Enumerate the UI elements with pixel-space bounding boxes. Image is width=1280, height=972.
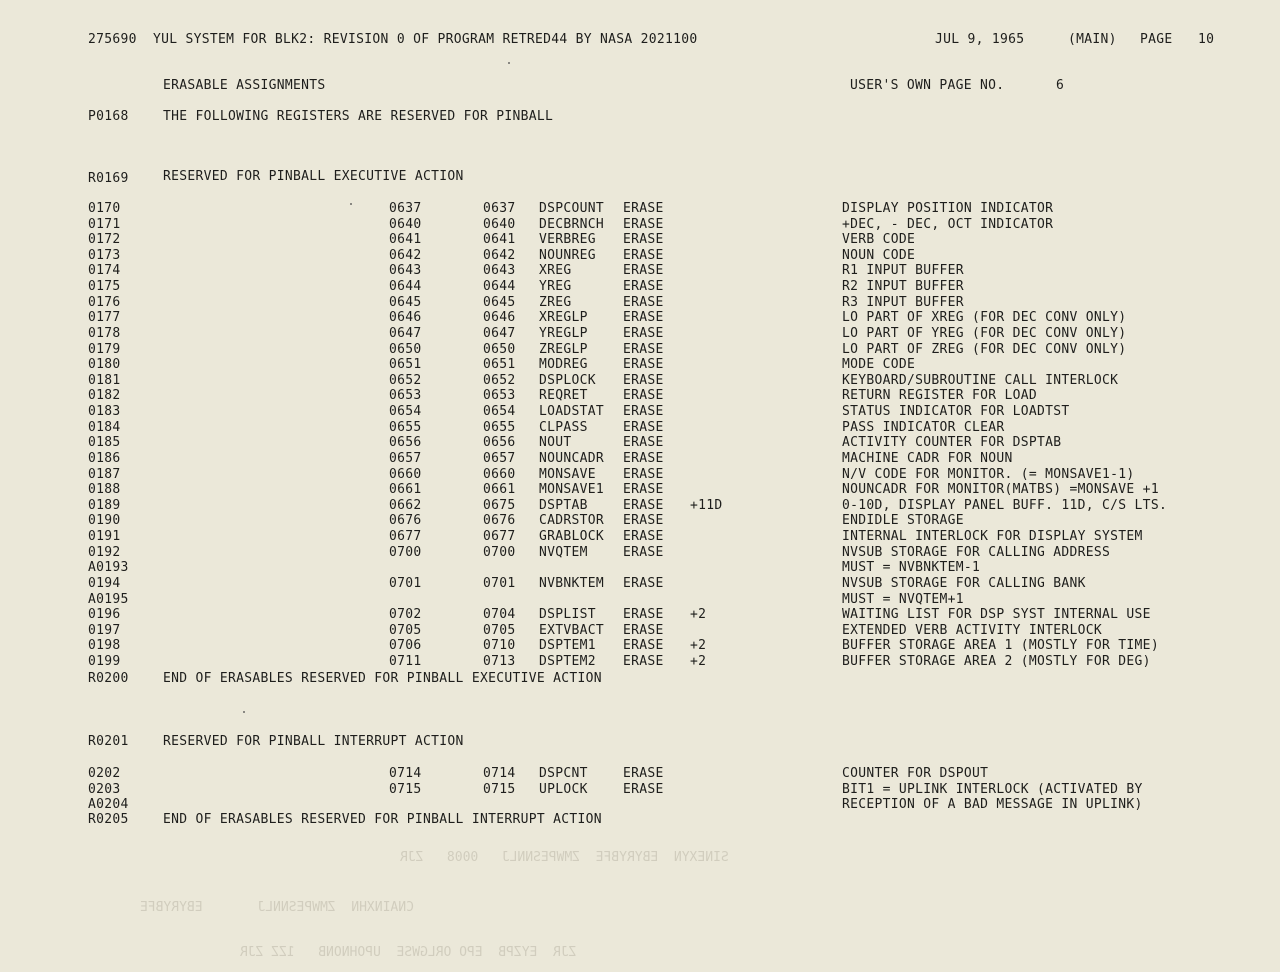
- cell-comment: BIT1 = UPLINK INTERLOCK (ACTIVATED BY: [842, 781, 1143, 797]
- cell-val: 0651: [483, 357, 516, 373]
- cell-loc: 0654: [389, 404, 422, 420]
- cell-op: ERASE: [623, 216, 664, 232]
- cell-name: NVQTEM: [539, 544, 588, 560]
- cell-name: XREG: [539, 263, 572, 279]
- cell-op: ERASE: [623, 497, 664, 513]
- cell-comment: +DEC, - DEC, OCT INDICATOR: [842, 216, 1054, 232]
- cell-loc: 0700: [389, 544, 422, 560]
- cell-comment: R1 INPUT BUFFER: [842, 263, 964, 279]
- cell-val: 0700: [483, 544, 516, 560]
- cell-op: ERASE: [623, 466, 664, 482]
- cell-op: ERASE: [623, 310, 664, 326]
- cell-comment: 0-10D, DISPLAY PANEL BUFF. 11D, C/S LTS.: [842, 497, 1168, 513]
- cell-name: MONSAVE: [539, 466, 596, 482]
- cell-name: ZREGLP: [539, 341, 588, 357]
- cell-loc: 0647: [389, 325, 422, 341]
- cell-op: ERASE: [623, 263, 664, 279]
- cell-val: 0637: [483, 201, 516, 216]
- cell-seq: A0204: [88, 797, 129, 812]
- section-heading-seq: R0169: [88, 171, 129, 186]
- cell-val: 0705: [483, 622, 516, 638]
- paper-speck: [243, 711, 245, 713]
- cell-comment: INTERNAL INTERLOCK FOR DISPLAY SYSTEM: [842, 529, 1143, 545]
- cell-name: NOUNCADR: [539, 450, 605, 466]
- cell-op: ERASE: [623, 372, 664, 388]
- cell-op: ERASE: [623, 279, 664, 295]
- cell-op: ERASE: [623, 419, 664, 435]
- cell-val: 0640: [483, 216, 516, 232]
- cell-loc: 0644: [389, 279, 422, 295]
- cell-val: 0641: [483, 232, 516, 248]
- cell-name: UPLOCK: [539, 781, 588, 797]
- cell-loc: 0714: [389, 766, 422, 781]
- cell-seq: 0184: [88, 419, 121, 435]
- cell-name: EXTVBACT: [539, 622, 605, 638]
- cell-mod: +2: [690, 638, 707, 654]
- cell-seq: 0171: [88, 216, 121, 232]
- cell-op: ERASE: [623, 341, 664, 357]
- cell-val: 0704: [483, 607, 516, 623]
- cell-name: ZREG: [539, 294, 572, 310]
- cell-op: ERASE: [623, 766, 664, 781]
- cell-loc: 0655: [389, 419, 422, 435]
- cell-comment: NVSUB STORAGE FOR CALLING ADDRESS: [842, 544, 1111, 560]
- cell-op: ERASE: [623, 247, 664, 263]
- cell-val: 0676: [483, 513, 516, 529]
- section-heading-seq: R0201: [88, 734, 129, 749]
- cell-val: 0660: [483, 466, 516, 482]
- cell-loc: 0643: [389, 263, 422, 279]
- cell-comment: MUST = NVBNKTEM-1: [842, 560, 981, 576]
- cell-seq: 0172: [88, 232, 121, 248]
- cell-comment: MUST = NVQTEM+1: [842, 591, 964, 607]
- cell-op: ERASE: [623, 232, 664, 248]
- cell-name: REQRET: [539, 388, 588, 404]
- cell-loc: 0642: [389, 247, 422, 263]
- cell-loc: 0651: [389, 357, 422, 373]
- cell-comment: EXTENDED VERB ACTIVITY INTERLOCK: [842, 622, 1103, 638]
- cell-op: ERASE: [623, 201, 664, 216]
- cell-seq: 0181: [88, 372, 121, 388]
- header-page-label: PAGE: [1140, 32, 1173, 47]
- cell-seq: 0190: [88, 513, 121, 529]
- cell-op: ERASE: [623, 435, 664, 451]
- cell-comment: NOUNCADR FOR MONITOR(MATBS) =MONSAVE +1: [842, 482, 1159, 498]
- cell-seq: 0191: [88, 529, 121, 545]
- cell-seq: 0170: [88, 201, 121, 216]
- cell-val: 0710: [483, 638, 516, 654]
- cell-seq: 0179: [88, 341, 121, 357]
- cell-seq: 0199: [88, 653, 121, 669]
- cell-seq: A0195: [88, 591, 129, 607]
- cell-seq: 0178: [88, 325, 121, 341]
- cell-val: 0713: [483, 653, 516, 669]
- cell-comment: BUFFER STORAGE AREA 1 (MOSTLY FOR TIME): [842, 638, 1159, 654]
- cell-seq: 0175: [88, 279, 121, 295]
- cell-seq: 0174: [88, 263, 121, 279]
- cell-seq: 0196: [88, 607, 121, 623]
- cell-comment: MACHINE CADR FOR NOUN: [842, 450, 1013, 466]
- cell-name: CLPASS: [539, 419, 588, 435]
- cell-name: DSPCOUNT: [539, 201, 605, 216]
- cell-seq: 0192: [88, 544, 121, 560]
- paper-speck: [508, 62, 510, 64]
- cell-seq: 0194: [88, 575, 121, 591]
- cell-loc: 0652: [389, 372, 422, 388]
- cell-val: 0654: [483, 404, 516, 420]
- cell-op: ERASE: [623, 357, 664, 373]
- cell-name: MONSAVE1: [539, 482, 605, 498]
- cell-val: 0653: [483, 388, 516, 404]
- section-end-seq: R0200: [88, 671, 129, 686]
- cell-seq: 0188: [88, 482, 121, 498]
- cell-comment: BUFFER STORAGE AREA 2 (MOSTLY FOR DEG): [842, 653, 1151, 669]
- cell-name: DSPTEM1: [539, 638, 596, 654]
- cell-val: 0655: [483, 419, 516, 435]
- cell-seq: 0186: [88, 450, 121, 466]
- cell-val: 0647: [483, 325, 516, 341]
- section-heading: RESERVED FOR PINBALL EXECUTIVE ACTION: [163, 169, 464, 184]
- cell-comment: COUNTER FOR DSPOUT: [842, 766, 989, 781]
- cell-name: DSPCNT: [539, 766, 588, 781]
- cell-op: ERASE: [623, 294, 664, 310]
- section-end-seq: R0205: [88, 812, 129, 827]
- cell-loc: 0677: [389, 529, 422, 545]
- cell-seq: 0176: [88, 294, 121, 310]
- cell-op: ERASE: [623, 388, 664, 404]
- cell-loc: 0662: [389, 497, 422, 513]
- cell-comment: LO PART OF ZREG (FOR DEC CONV ONLY): [842, 341, 1127, 357]
- cell-op: ERASE: [623, 781, 664, 797]
- cell-op: ERASE: [623, 404, 664, 420]
- cell-loc: 0650: [389, 341, 422, 357]
- cell-comment: R2 INPUT BUFFER: [842, 279, 964, 295]
- cell-loc: 0711: [389, 653, 422, 669]
- header-main: (MAIN): [1068, 32, 1117, 47]
- show-through-text: SINEXYN EBYRYBFE ZMWPESNNLJ 0008 ZJR: [400, 850, 729, 865]
- cell-name: MODREG: [539, 357, 588, 373]
- cell-loc: 0656: [389, 435, 422, 451]
- cell-mod: +11D: [690, 497, 723, 513]
- cell-comment: LO PART OF XREG (FOR DEC CONV ONLY): [842, 310, 1127, 326]
- cell-op: ERASE: [623, 607, 664, 623]
- cell-val: 0645: [483, 294, 516, 310]
- cell-seq: 0187: [88, 466, 121, 482]
- cell-seq: 0197: [88, 622, 121, 638]
- cell-val: 0714: [483, 766, 516, 781]
- cell-val: 0657: [483, 450, 516, 466]
- cell-loc: 0706: [389, 638, 422, 654]
- cell-op: ERASE: [623, 529, 664, 545]
- cell-op: ERASE: [623, 622, 664, 638]
- cell-name: DSPLIST: [539, 607, 596, 623]
- cell-val: 0650: [483, 341, 516, 357]
- cell-comment: VERB CODE: [842, 232, 916, 248]
- section-end-text: END OF ERASABLES RESERVED FOR PINBALL EXECUTIVE ACTION: [163, 671, 602, 686]
- cell-val: 0661: [483, 482, 516, 498]
- cell-loc: 0645: [389, 294, 422, 310]
- cell-name: NOUT: [539, 435, 572, 451]
- paper-speck: [350, 203, 352, 205]
- cell-comment: NVSUB STORAGE FOR CALLING BANK: [842, 575, 1086, 591]
- cell-seq: 0203: [88, 781, 121, 797]
- cell-seq: 0183: [88, 404, 121, 420]
- cell-loc: 0701: [389, 575, 422, 591]
- cell-name: DSPTEM2: [539, 653, 596, 669]
- cell-loc: 0637: [389, 201, 422, 216]
- cell-name: YREG: [539, 279, 572, 295]
- cell-loc: 0660: [389, 466, 422, 482]
- cell-name: DSPTAB: [539, 497, 588, 513]
- cell-loc: 0657: [389, 450, 422, 466]
- cell-loc: 0705: [389, 622, 422, 638]
- cell-comment: STATUS INDICATOR FOR LOADTST: [842, 404, 1070, 420]
- cell-name: XREGLP: [539, 310, 588, 326]
- cell-name: DECBRNCH: [539, 216, 605, 232]
- cell-seq: A0193: [88, 560, 129, 576]
- cell-loc: 0715: [389, 781, 422, 797]
- cell-comment: ENDIDLE STORAGE: [842, 513, 964, 529]
- cell-loc: 0661: [389, 482, 422, 498]
- cell-val: 0701: [483, 575, 516, 591]
- intro-text: THE FOLLOWING REGISTERS ARE RESERVED FOR PINBALL: [163, 109, 554, 124]
- cell-loc: 0676: [389, 513, 422, 529]
- cell-name: GRABLOCK: [539, 529, 605, 545]
- show-through-text: ZJR EYZPB EPO ORLGWSE UPOHNONB 1ZZ ZJR: [240, 945, 577, 960]
- cell-loc: 0653: [389, 388, 422, 404]
- cell-comment: RECEPTION OF A BAD MESSAGE IN UPLINK): [842, 797, 1143, 812]
- cell-seq: 0202: [88, 766, 121, 781]
- cell-val: 0646: [483, 310, 516, 326]
- cell-val: 0675: [483, 497, 516, 513]
- cell-name: LOADSTAT: [539, 404, 605, 420]
- cell-op: ERASE: [623, 544, 664, 560]
- cell-mod: +2: [690, 653, 707, 669]
- cell-comment: LO PART OF YREG (FOR DEC CONV ONLY): [842, 325, 1127, 341]
- cell-name: NVBNKTEM: [539, 575, 605, 591]
- cell-loc: 0646: [389, 310, 422, 326]
- cell-comment: MODE CODE: [842, 357, 916, 373]
- show-through-text: CNAINXHN ZMWPESNNLJ EBYRYBFE: [140, 900, 414, 915]
- cell-seq: 0177: [88, 310, 121, 326]
- cell-name: VERBREG: [539, 232, 596, 248]
- cell-seq: 0185: [88, 435, 121, 451]
- listing-header: 275690 YUL SYSTEM FOR BLK2: REVISION 0 OF PROGRAM RETRED44 BY NASA 2021100: [88, 32, 698, 47]
- cell-comment: ACTIVITY COUNTER FOR DSPTAB: [842, 435, 1062, 451]
- cell-val: 0652: [483, 372, 516, 388]
- users-page-label: USER'S OWN PAGE NO.: [850, 78, 1005, 93]
- cell-seq: 0182: [88, 388, 121, 404]
- cell-op: ERASE: [623, 482, 664, 498]
- cell-comment: WAITING LIST FOR DSP SYST INTERNAL USE: [842, 607, 1151, 623]
- cell-op: ERASE: [623, 575, 664, 591]
- section-end-text: END OF ERASABLES RESERVED FOR PINBALL INTERRUPT ACTION: [163, 812, 602, 827]
- header-date: JUL 9, 1965: [935, 32, 1025, 47]
- cell-op: ERASE: [623, 325, 664, 341]
- cell-loc: 0640: [389, 216, 422, 232]
- cell-name: CADRSTOR: [539, 513, 605, 529]
- cell-val: 0677: [483, 529, 516, 545]
- cell-val: 0644: [483, 279, 516, 295]
- cell-name: NOUNREG: [539, 247, 596, 263]
- cell-seq: 0180: [88, 357, 121, 373]
- intro-seq: P0168: [88, 109, 129, 124]
- cell-comment: PASS INDICATOR CLEAR: [842, 419, 1005, 435]
- cell-op: ERASE: [623, 513, 664, 529]
- cell-seq: 0173: [88, 247, 121, 263]
- cell-op: ERASE: [623, 638, 664, 654]
- section-heading: RESERVED FOR PINBALL INTERRUPT ACTION: [163, 734, 464, 749]
- cell-name: YREGLP: [539, 325, 588, 341]
- cell-comment: DISPLAY POSITION INDICATOR: [842, 201, 1054, 216]
- cell-loc: 0641: [389, 232, 422, 248]
- cell-comment: KEYBOARD/SUBROUTINE CALL INTERLOCK: [842, 372, 1119, 388]
- cell-comment: N/V CODE FOR MONITOR. (= MONSAVE1-1): [842, 466, 1135, 482]
- header-page-number: 10: [1198, 32, 1215, 47]
- cell-mod: +2: [690, 607, 707, 623]
- cell-loc: 0702: [389, 607, 422, 623]
- cell-seq: 0189: [88, 497, 121, 513]
- cell-op: ERASE: [623, 653, 664, 669]
- users-page-number: 6: [1056, 78, 1065, 93]
- cell-op: ERASE: [623, 450, 664, 466]
- cell-comment: NOUN CODE: [842, 247, 916, 263]
- cell-val: 0643: [483, 263, 516, 279]
- cell-val: 0715: [483, 781, 516, 797]
- cell-name: DSPLOCK: [539, 372, 596, 388]
- cell-val: 0656: [483, 435, 516, 451]
- section-title: ERASABLE ASSIGNMENTS: [163, 78, 326, 93]
- cell-comment: RETURN REGISTER FOR LOAD: [842, 388, 1038, 404]
- cell-val: 0642: [483, 247, 516, 263]
- cell-comment: R3 INPUT BUFFER: [842, 294, 964, 310]
- cell-seq: 0198: [88, 638, 121, 654]
